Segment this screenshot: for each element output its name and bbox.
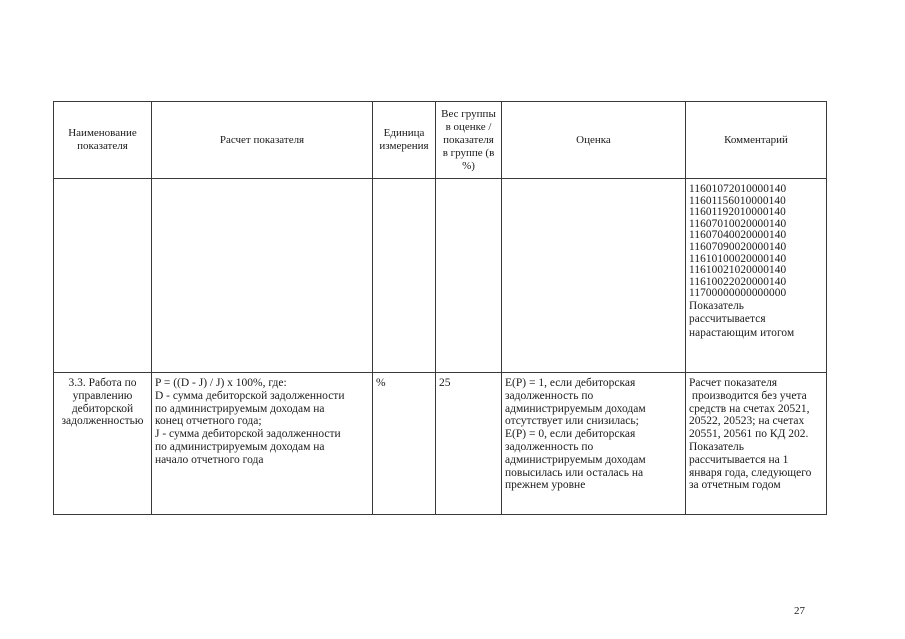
row2-calc-cell	[152, 373, 373, 515]
indicator-name: задолженностью	[61, 415, 144, 428]
row2-weight-cell	[436, 373, 502, 515]
calc-text: начало отчетного года	[155, 453, 264, 466]
row2-assessment-cell	[502, 373, 686, 515]
comment-text: января года, следующего	[689, 466, 812, 479]
comment-note: нарастающим итогом	[689, 326, 795, 339]
assessment-text: отсутствует или снизилась;	[505, 415, 639, 428]
header-comment: Комментарий	[686, 102, 827, 179]
header-row	[54, 102, 827, 179]
header-weight: Вес группы в оценке / показателя в группе (в %)	[436, 102, 502, 179]
calc-text: J - сумма дебиторской задолженности	[155, 428, 341, 441]
row2-unit-cell	[373, 373, 436, 515]
assessment-text: E(P) = 0, если дебиторская	[505, 428, 636, 441]
header-name: Наименование показателя	[54, 102, 152, 179]
comment-note: рассчитывается	[689, 313, 766, 326]
calc-text: по администрируемым доходам на	[155, 402, 325, 415]
budget-code: 11700000000000000	[689, 287, 787, 300]
table-row	[54, 179, 827, 373]
row1-comment-cell	[686, 179, 827, 373]
comment-text: за отчетным годом	[689, 479, 781, 492]
comment-text: 20551, 20561 по КД 202.	[689, 428, 809, 441]
header-assessment: Оценка	[502, 102, 686, 179]
indicator-name: 3.3. Работа по	[68, 377, 137, 389]
unit-value: %	[376, 377, 386, 389]
row1-calc-cell	[152, 179, 373, 373]
row1-assessment-cell	[502, 179, 686, 373]
budget-code-list	[686, 179, 826, 342]
page-number: 27	[794, 605, 805, 617]
header-unit: Единица измерения	[373, 102, 436, 179]
calc-text: по администрируемым доходам на	[155, 440, 325, 453]
row1-weight-cell	[436, 179, 502, 373]
assessment-text: повысилась или осталась на	[505, 466, 644, 479]
budget-code: 11601072010000140	[689, 183, 787, 195]
indicator-name: управлению	[72, 389, 133, 402]
budget-code: 11610100020000140	[689, 252, 787, 265]
row1-name-cell	[54, 179, 152, 373]
weight-value: 25	[439, 377, 451, 389]
row2-name-cell	[54, 373, 152, 515]
assessment-text: прежнем уровне	[505, 479, 586, 492]
comment-text: Показатель	[689, 440, 745, 453]
assessment-text: администрируемым доходам	[505, 453, 646, 466]
budget-code: 11607040020000140	[689, 229, 787, 242]
assessment-text: E(P) = 1, если дебиторская	[505, 377, 636, 389]
budget-code: 11610022020000140	[689, 275, 787, 288]
row2-comment-cell	[686, 373, 827, 515]
table-row	[54, 373, 827, 515]
comment-text: Расчет показателя	[689, 377, 778, 389]
header-calc: Расчет показателя	[152, 102, 373, 179]
indicator-name: дебиторской	[71, 402, 134, 415]
assessment-text: задолженность по	[505, 440, 594, 453]
budget-code: 11601192010000140	[689, 206, 786, 219]
budget-code: 11601156010000140	[689, 194, 786, 207]
comment-text: рассчитывается на 1	[689, 453, 789, 466]
comment-text: производится без учета	[689, 389, 807, 402]
budget-code: 11610021020000140	[689, 264, 787, 277]
calc-formula: P = ((D - J) / J) x 100%, где:	[155, 377, 287, 389]
comment-text: средств на счетах 20521,	[689, 402, 810, 415]
row1-unit-cell	[373, 179, 436, 373]
calc-text: конец отчетного года;	[155, 415, 262, 428]
budget-code: 11607090020000140	[689, 240, 787, 253]
calc-text: D - сумма дебиторской задолженности	[155, 389, 345, 402]
comment-text: 20522, 20523; на счетах	[689, 415, 805, 428]
assessment-text: администрируемым доходам	[505, 402, 646, 415]
indicator-table	[53, 101, 827, 515]
assessment-text: задолженность по	[505, 389, 594, 402]
budget-code: 11607010020000140	[689, 217, 787, 230]
comment-note: Показатель	[689, 299, 745, 312]
